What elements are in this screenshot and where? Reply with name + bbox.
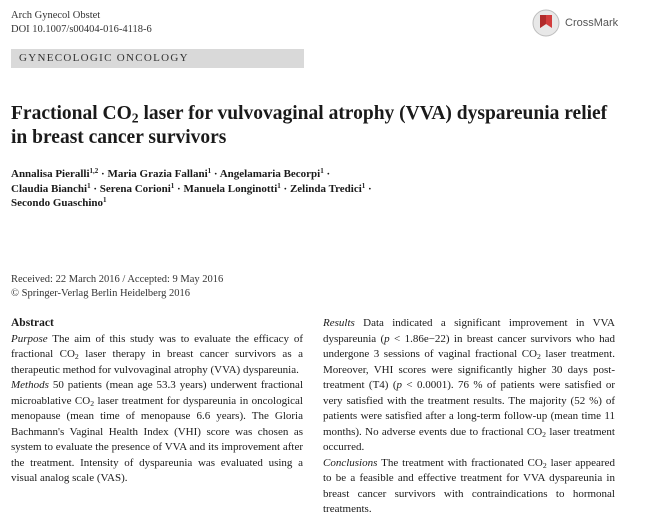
crossmark-badge[interactable] [531,8,618,38]
abstract-left-column [11,316,303,487]
article-title: Fractional $CO_2$ laser for vulvovaginal atrophy (VVA) dyspareunia relief in breast cancer survivors [11,103,608,148]
abstract-conclusions: Conclusions The treatment with fractionated $CO_2$ laser appeared to be a feasible and effective treatment for VVA dyspareunia in breast cancer survivors with contraindications to hormonal treatments. [323,456,615,515]
author[interactable]: Angelamaria Becorpi [219,168,321,180]
doi[interactable]: DOI 10.1007/s00404-016-4118-6 [11,24,152,35]
abstract-methods: Methods 50 patients (mean age 53.3 years) underwent fractional microablative $CO_2$ laser treatment for dyspareunia in oncological menopause (mean time of menopause 6.6 years). The Gloria Bachmann's Vaginal Health Index (VHI) score was chosen as system to evaluate the presence of VVA and its improvement after the treatment. Intensity of dyspareunia was evaluated using a visual analog scale (VAS). [11,379,303,484]
author[interactable]: Maria Grazia Fallani [107,168,208,180]
abstract-heading: Abstract [11,317,54,329]
journal-name: Arch Gynecol Obstet [11,10,101,21]
author[interactable]: Claudia Bianchi [11,182,88,195]
article-dates [11,273,223,301]
author[interactable]: Manuela Longinotti [183,182,278,195]
abstract-purpose: Purpose The aim of this study was to evaluate the efficacy of fractional $CO_2$ laser therapy in breast cancer survivors as a therapeutic method for vulvovaginal atrophy (VVA) dyspareunia. [11,332,303,376]
section-banner: GYNECOLOGIC ONCOLOGY [11,49,304,68]
author[interactable]: Secondo Guaschino [11,197,103,209]
crossmark-icon [531,8,561,38]
author[interactable]: Zelinda Tredici [289,182,362,195]
copyright: © Springer-Verlag Berlin Heidelberg 2016 [11,288,191,299]
crossmark-label: CrossMark [565,17,619,29]
abstract-right-column [323,316,615,518]
received-accepted: Received: 22 March 2016 / Accepted: 9 May 2016 [11,274,224,285]
author[interactable]: Serena Corioni [99,182,171,195]
author[interactable]: Annalisa Pieralli [11,168,90,180]
author-list: Annalisa Pieralli$^{1,2}$ · Maria Grazia Fallani$^1$ · Angelamaria Becorpi$^1$ · Claudia Bianchi$^1$ · Serena Corioni$^1$ · Manuela Longinotti$^1$ · Zelinda Tredici$^1$ · Secondo Guaschino$^1$ [11,167,372,209]
journal-header [11,9,152,37]
abstract-results: Results Data indicated a significant improvement in VVA dyspareunia (p < 1.86e−22) in breast cancer survivors who had undergone 3 sessions of vaginal fractional $CO_2$ laser treatment. Moreover, VHI scores were significantly higher 30 days post-treatment (T4) (p < 0.0001). 76 % of patients were satisfied or very satisfied with the treatment results. The majority (52 %) of patients were satisfied after a long-term follow-up (mean time 11 months). No adverse events due to fractional $CO_2$ laser treatment occurred. [323,317,615,453]
